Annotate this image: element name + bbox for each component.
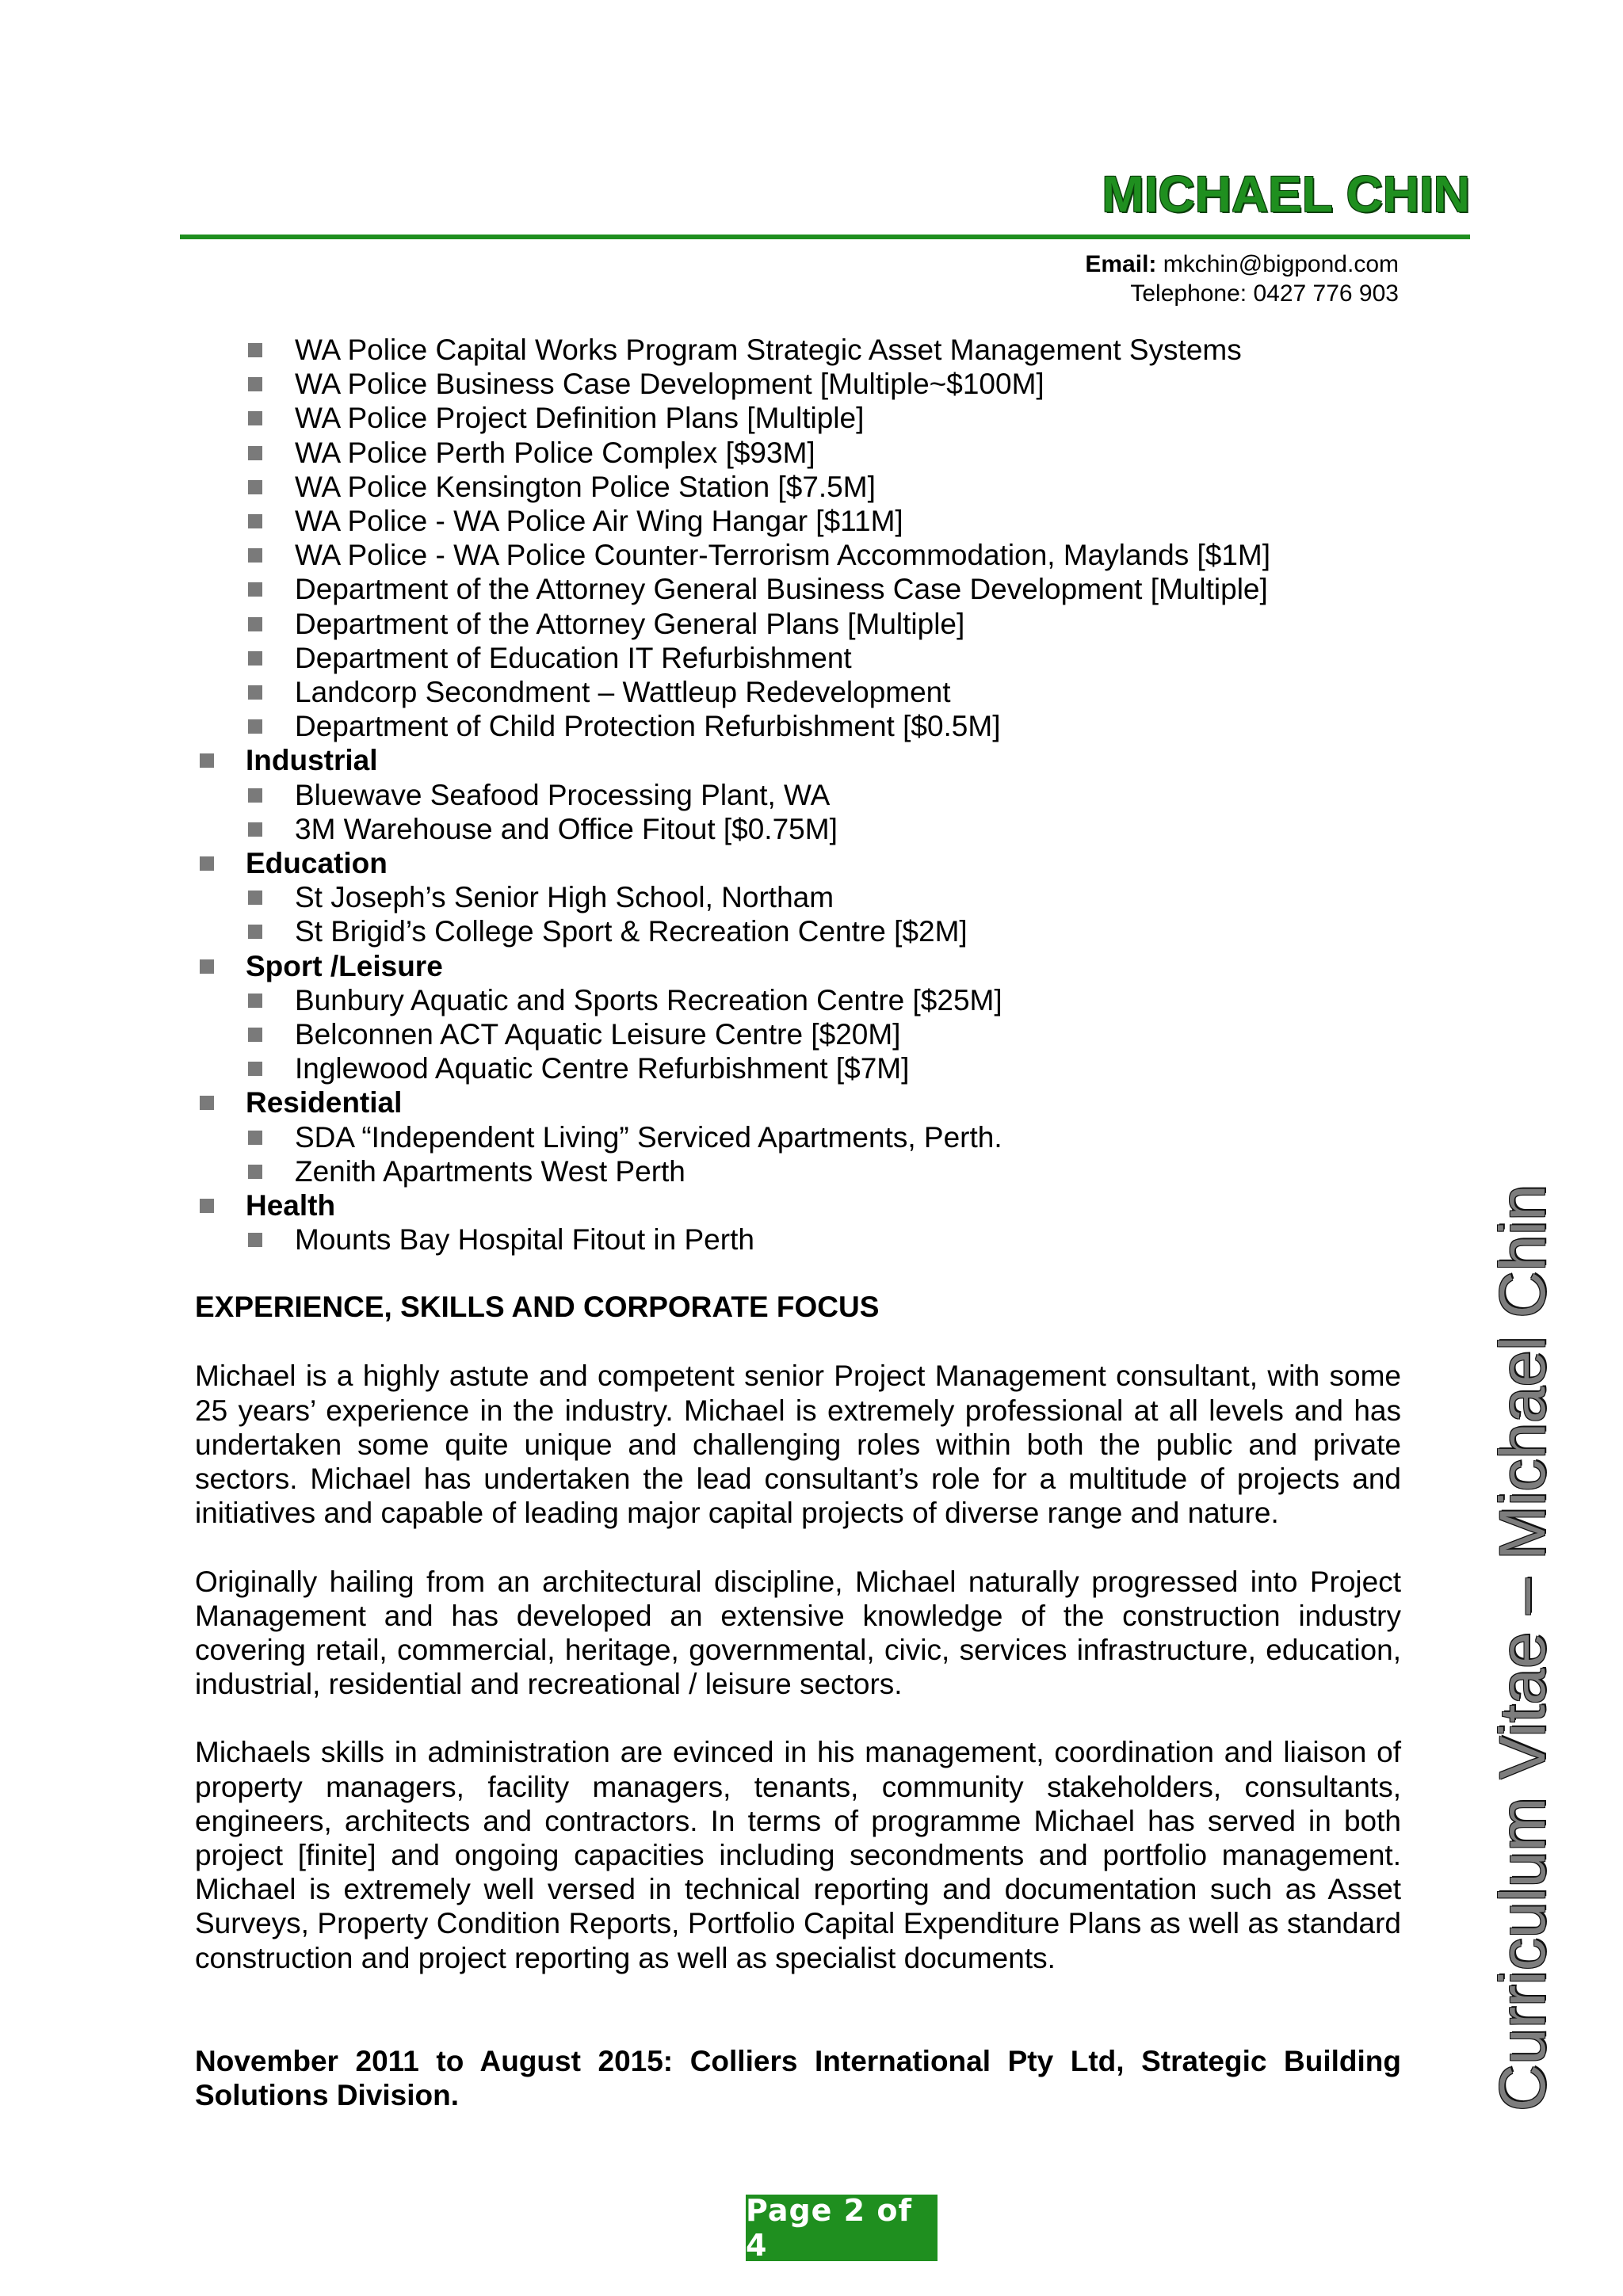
list-item — [195, 607, 1401, 641]
list-item — [195, 572, 1401, 606]
contact-block — [1085, 250, 1399, 308]
square-bullet-icon — [248, 685, 262, 700]
category-label: Industrial — [246, 744, 378, 777]
list-item — [195, 1120, 1401, 1154]
list-item-label: WA Police Perth Police Complex [$93M] — [295, 436, 815, 469]
list-item-label: WA Police Capital Works Program Strategic Asset Management Systems — [295, 334, 1242, 366]
list-item — [195, 641, 1401, 675]
list-item-label: St Brigid’s College Sport & Recreation Centre [$2M] — [295, 915, 968, 948]
list-item-label: WA Police Business Case Development [Multiple~$100M] — [295, 368, 1044, 401]
project-list — [195, 333, 1401, 1257]
list-item — [195, 675, 1401, 709]
square-bullet-icon — [248, 1233, 262, 1247]
square-bullet-icon — [248, 1062, 262, 1076]
email-line — [1085, 250, 1399, 279]
square-bullet-icon — [200, 1199, 214, 1213]
square-bullet-icon — [248, 891, 262, 905]
list-item-label: Belconnen ACT Aquatic Leisure Centre [$20M] — [295, 1018, 901, 1051]
experience-paragraph: Michael is a highly astute and competent senior Project Management consultant, with some 25 years’ experience in the industry. Michael is extremely professional at all levels and has undertaken some quite unique and challenging roles within both the public and private sectors. Michael has undertaken the lead consultant’s role for a multitude of projects and initiatives and capable of leading major capital projects of diverse range and nature. — [195, 1360, 1401, 1530]
list-item-label: St Joseph’s Senior High School, Northam — [295, 881, 834, 914]
list-item-label: Department of the Attorney General Business Case Development [Multiple] — [295, 573, 1268, 606]
square-bullet-icon — [200, 1096, 214, 1110]
list-item — [195, 538, 1401, 572]
category-item — [195, 846, 1401, 880]
square-bullet-icon — [248, 1165, 262, 1179]
square-bullet-icon — [248, 446, 262, 460]
experience-heading: EXPERIENCE, SKILLS AND CORPORATE FOCUS — [195, 1291, 880, 1324]
list-item — [195, 914, 1401, 948]
header-rule — [180, 235, 1470, 239]
list-item-label: 3M Warehouse and Office Fitout [$0.75M] — [295, 812, 838, 845]
square-bullet-icon — [200, 856, 214, 871]
side-title: Curriculum Vitae – Michael Chin — [1487, 1184, 1559, 2111]
square-bullet-icon — [248, 1028, 262, 1042]
square-bullet-icon — [248, 925, 262, 939]
square-bullet-icon — [248, 994, 262, 1008]
list-item — [195, 1017, 1401, 1051]
list-item — [195, 1154, 1401, 1188]
list-item — [195, 709, 1401, 743]
email-label: Email: — [1085, 251, 1157, 277]
list-item — [195, 1051, 1401, 1085]
list-item-label: Bluewave Seafood Processing Plant, WA — [295, 778, 831, 811]
category-label: Residential — [246, 1086, 403, 1119]
square-bullet-icon — [200, 959, 214, 974]
experience-paragraph: Michaels skills in administration are evinced in his management, coordination and liaison of property managers, facility managers, tenants, community stakeholders, consultants, engineers, architects and contractors. In terms of programme Michael has served in both project [finite] and ongoing capacities including secondments and portfolio management. Michael is extremely well versed in technical reporting and documentation such as Asset Surveys, Property Condition Reports, Portfolio Capital Expenditure Plans as well as standard construction and project reporting as well as specialist documents. — [195, 1736, 1401, 1974]
list-item-label: WA Police Kensington Police Station [$7.5M] — [295, 470, 876, 503]
list-item-label: Department of the Attorney General Plans [Multiple] — [295, 607, 965, 640]
square-bullet-icon — [248, 617, 262, 631]
category-item — [195, 1188, 1401, 1222]
square-bullet-icon — [248, 719, 262, 734]
list-item-label: Landcorp Secondment – Wattleup Redevelopment — [295, 676, 951, 709]
list-item-label: Department of Education IT Refurbishment — [295, 641, 852, 674]
square-bullet-icon — [248, 514, 262, 528]
square-bullet-icon — [248, 582, 262, 597]
category-item — [195, 1085, 1401, 1119]
square-bullet-icon — [248, 343, 262, 357]
list-item-label: Zenith Apartments West Perth — [295, 1154, 685, 1188]
list-item-label: Department of Child Protection Refurbishment [$0.5M] — [295, 710, 1001, 743]
square-bullet-icon — [248, 377, 262, 391]
list-item-label: WA Police - WA Police Counter-Terrorism Accommodation, Maylands [$1M] — [295, 539, 1271, 572]
square-bullet-icon — [248, 651, 262, 666]
list-item — [195, 812, 1401, 846]
list-item — [195, 367, 1401, 401]
experience-paragraph: Originally hailing from an architectural discipline, Michael naturally progressed into Project Management and has developed an extensive knowledge of the construction industry covering retail, commercial, heritage, governmental, civic, services infrastructure, education, industrial, residential and recreational / leisure sectors. — [195, 1565, 1401, 1701]
list-item — [195, 983, 1401, 1017]
list-item-label: Bunbury Aquatic and Sports Recreation Centre [$25M] — [295, 983, 1002, 1016]
square-bullet-icon — [200, 753, 214, 768]
list-item-label: WA Police - WA Police Air Wing Hangar [$11M] — [295, 505, 903, 538]
email-value: mkchin@bigpond.com — [1163, 251, 1399, 277]
list-item — [195, 504, 1401, 538]
square-bullet-icon — [248, 411, 262, 425]
list-item — [195, 778, 1401, 812]
page-number-badge: Page 2 of 4 — [746, 2195, 938, 2261]
square-bullet-icon — [248, 1131, 262, 1145]
category-item — [195, 949, 1401, 983]
person-name: MICHAEL CHIN — [1102, 166, 1470, 223]
category-item — [195, 743, 1401, 777]
category-label: Sport /Leisure — [246, 949, 443, 982]
list-item-label: Mounts Bay Hospital Fitout in Perth — [295, 1223, 754, 1257]
list-item — [195, 1222, 1401, 1257]
square-bullet-icon — [248, 548, 262, 563]
list-item — [195, 880, 1401, 914]
square-bullet-icon — [248, 788, 262, 803]
category-label: Education — [246, 847, 388, 880]
telephone-line: Telephone: 0427 776 903 — [1130, 280, 1399, 307]
list-item — [195, 470, 1401, 504]
list-item — [195, 436, 1401, 470]
square-bullet-icon — [248, 822, 262, 837]
cv-body — [195, 333, 1401, 2112]
list-item-label: WA Police Project Definition Plans [Multiple] — [295, 402, 865, 435]
list-item-label: SDA “Independent Living” Serviced Apartments, Perth. — [295, 1120, 1002, 1154]
list-item — [195, 333, 1401, 367]
list-item — [195, 401, 1401, 435]
category-label: Health — [246, 1189, 336, 1222]
job-heading: November 2011 to August 2015: Colliers International Pty Ltd, Strategic Building Solutions Division. — [195, 2044, 1401, 2111]
list-item-label: Inglewood Aquatic Centre Refurbishment [$7M] — [295, 1052, 910, 1085]
square-bullet-icon — [248, 480, 262, 494]
